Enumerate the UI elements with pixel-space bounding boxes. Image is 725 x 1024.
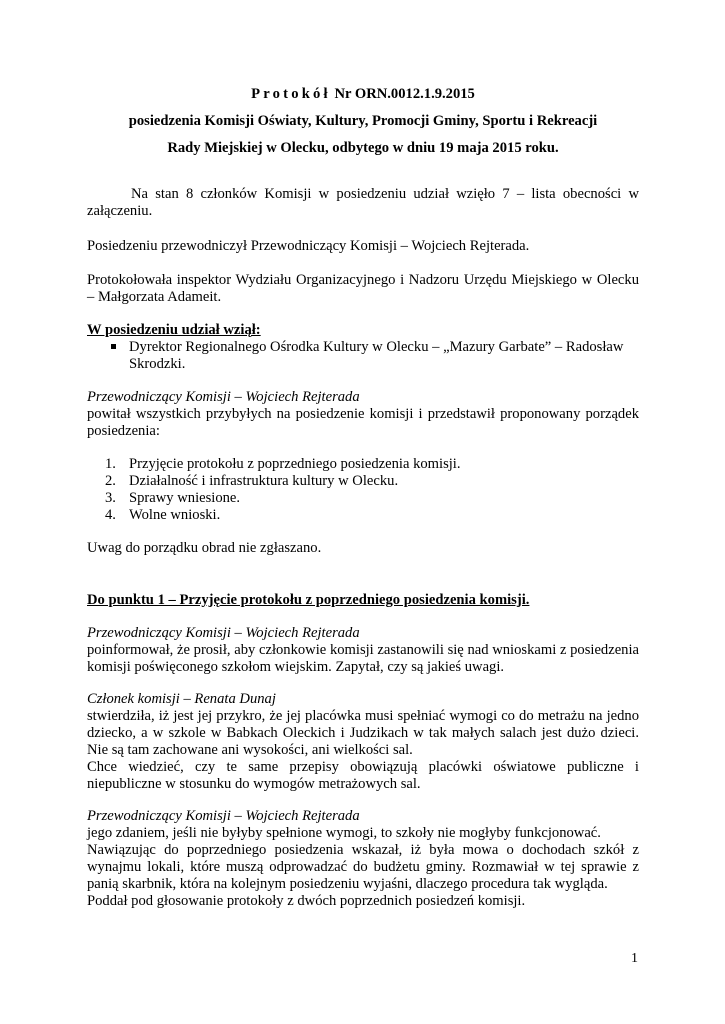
- agenda-note: Uwag do porządku obrad nie zgłaszano.: [87, 540, 322, 556]
- agenda-list: [87, 456, 639, 524]
- page-number: 1: [631, 951, 638, 966]
- speaker-label: Przewodniczący Komisji – Wojciech Rejterada: [87, 808, 360, 824]
- list-item: 2. Działalność i infrastruktura kultury w Olecku.: [105, 473, 399, 489]
- speech-text: Nawiązując do poprzedniego posiedzenia wskazał, iż była mowa o dochodach szkół z wynajmu lokali, które muszą odprowadzać do budżetu gminy. Rozmawiał w tej sprawie z panią skarbnik, która na kolejnym posiedzeniu wyjaśni, dlaczego procedura tak wygląda.: [87, 842, 639, 892]
- speaker-block: [87, 691, 639, 793]
- minutes-paragraph: Protokołowała inspektor Wydziału Organizacyjnego i Nadzoru Urzędu Miejskiego w Olecku – Małgorzata Adameit.: [87, 272, 639, 305]
- participants-heading: W posiedzeniu udział wziął:: [87, 322, 261, 338]
- opening-text: powitał wszystkich przybyłych na posiedzenie komisji i przedstawił proponowany porządek posiedzenia:: [87, 406, 639, 439]
- opening-section: [87, 389, 639, 440]
- participants-section: [87, 322, 639, 373]
- protocol-title: Protokół Nr ORN.0012.1.9.2015: [251, 86, 475, 102]
- speaker-block: [87, 625, 639, 676]
- document-header: [87, 86, 639, 167]
- speaker-label: Przewodniczący Komisji – Wojciech Rejterada: [87, 625, 360, 641]
- chair-paragraph: Posiedzeniu przewodniczył Przewodniczący Komisji – Wojciech Rejterada.: [87, 238, 530, 254]
- list-item: 4. Wolne wnioski.: [105, 507, 221, 523]
- list-item: 3. Sprawy wniesione.: [105, 490, 241, 506]
- attendance-paragraph: Na stan 8 członków Komisji w posiedzeniu udział wzięło 7 – lista obecności w załączeniu.: [87, 186, 639, 219]
- speech-text: stwierdziła, iż jest jej przykro, że jej placówka musi spełniać wymogi co do metrażu na jedno dziecko, a w szkole w Babkach Oleckich i Judzikach w tak małych salach jest dużo dzieci. Nie są tam zachowane ani wysokości, ani wielkości sal.: [87, 708, 639, 758]
- speaker-label: Przewodniczący Komisji – Wojciech Rejterada: [87, 389, 360, 405]
- list-item: Dyrektor Regionalnego Ośrodka Kultury w Olecku – „Mazury Garbate” – Radosław Skrodzki.: [87, 339, 639, 373]
- meeting-date-line: Rady Miejskiej w Olecku, odbytego w dniu 19 maja 2015 roku.: [167, 140, 559, 156]
- speech-text: Chce wiedzieć, czy te same przepisy obowiązują placówki oświatowe publiczne i niepubliczne w stosunku do wymogów metrażowych sal.: [87, 759, 639, 792]
- speech-text: Poddał pod głosowanie protokoły z dwóch poprzednich posiedzeń komisji.: [87, 893, 526, 909]
- list-item: 1. Przyjęcie protokołu z poprzedniego posiedzenia komisji.: [105, 456, 461, 472]
- speaker-block: [87, 808, 639, 910]
- speech-text: poinformował, że prosił, aby członkowie komisji zastanowili się nad wnioskami z posiedzenia komisji poświęconego szkołom wiejskim. Zapytał, czy są jakieś uwagi.: [87, 642, 639, 675]
- speaker-label: Członek komisji – Renata Dunaj: [87, 691, 276, 707]
- bullet-square-icon: [111, 344, 116, 349]
- speech-text: jego zdaniem, jeśli nie byłyby spełnione wymogi, to szkoły nie mogłyby funkcjonować.: [87, 825, 601, 841]
- committee-title: posiedzenia Komisji Oświaty, Kultury, Promocji Gminy, Sportu i Rekreacji: [128, 113, 598, 129]
- participants-list: [87, 339, 639, 373]
- point1-heading: Do punktu 1 – Przyjęcie protokołu z poprzedniego posiedzenia komisji.: [87, 592, 530, 608]
